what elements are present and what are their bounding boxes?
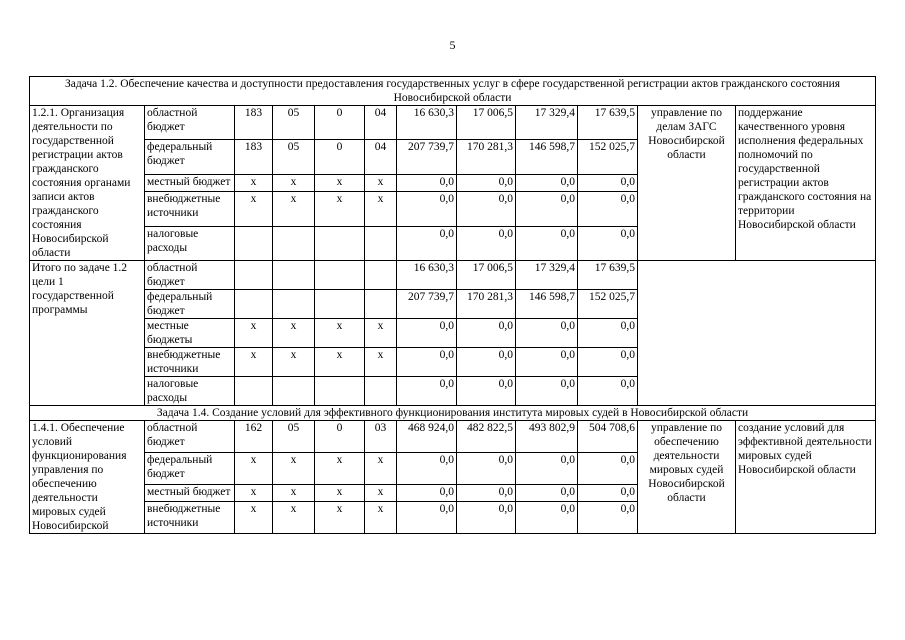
funding-source: местные бюджеты — [145, 319, 235, 348]
page-number: 5 — [449, 38, 456, 52]
amount-v4: 0,0 — [578, 348, 638, 377]
budget-code-c4 — [365, 261, 397, 290]
amount-v3: 0,0 — [516, 453, 578, 485]
budget-code-c3 — [315, 290, 365, 319]
amount-v4: 504 708,6 — [578, 421, 638, 453]
budget-code-c3: 0 — [315, 140, 365, 174]
activity-name: 1.2.1. Организация деятельности по государственной регистрации актов гражданского состояния органами записи актов гражданского состояния Новосибирской области — [30, 106, 145, 261]
budget-code-c3: x — [315, 192, 365, 226]
amount-v2: 0,0 — [457, 485, 516, 502]
funding-source: областной бюджет — [145, 261, 235, 290]
amount-v3: 146 598,7 — [516, 140, 578, 174]
amount-v4: 0,0 — [578, 377, 638, 406]
task-1-2-header: Задача 1.2. Обеспечение качества и доступности предоставления государственных услуг в сфере государственной регистрации актов гражданского состояния Новосибирской области — [30, 77, 876, 106]
funding-source: областной бюджет — [145, 421, 235, 453]
amount-v1: 0,0 — [397, 174, 457, 192]
budget-code-c2 — [273, 261, 315, 290]
budget-code-c1 — [235, 261, 273, 290]
budget-code-c2: x — [273, 174, 315, 192]
task-1-4-header-row — [30, 406, 876, 421]
amount-v1: 0,0 — [397, 319, 457, 348]
amount-v2: 0,0 — [457, 348, 516, 377]
activity-name: 1.4.1. Обеспечение условий функционирования управления по обеспечению деятельности мировых судей Новосибирской — [30, 421, 145, 534]
amount-v1: 468 924,0 — [397, 421, 457, 453]
budget-code-c3: 0 — [315, 421, 365, 453]
amount-v4: 152 025,7 — [578, 140, 638, 174]
budget-code-c1: x — [235, 485, 273, 502]
amount-v4: 0,0 — [578, 192, 638, 226]
amount-v1: 0,0 — [397, 501, 457, 533]
amount-v4: 152 025,7 — [578, 290, 638, 319]
budget-code-c2: 05 — [273, 140, 315, 174]
budget-code-c4 — [365, 226, 397, 260]
budget-code-c1 — [235, 290, 273, 319]
budget-code-c2 — [273, 290, 315, 319]
budget-code-c1: 183 — [235, 106, 273, 140]
funding-source: налоговые расходы — [145, 377, 235, 406]
amount-v2: 0,0 — [457, 226, 516, 260]
table-row — [30, 106, 876, 140]
amount-v4: 0,0 — [578, 319, 638, 348]
budget-code-c4 — [365, 377, 397, 406]
amount-v1: 0,0 — [397, 485, 457, 502]
funding-source: федеральный бюджет — [145, 290, 235, 319]
amount-v4: 17 639,5 — [578, 106, 638, 140]
budget-code-c4: 04 — [365, 140, 397, 174]
budget-code-c1 — [235, 377, 273, 406]
budget-code-c1: x — [235, 192, 273, 226]
funding-source: налоговые расходы — [145, 226, 235, 260]
amount-v2: 170 281,3 — [457, 290, 516, 319]
budget-code-c3: x — [315, 174, 365, 192]
budget-code-c1: 162 — [235, 421, 273, 453]
expected-result: поддержание качественного уровня исполнения федеральных полномочий по государственной регистрации актов гражданского состояния на территории Новосибирской области — [736, 106, 876, 261]
amount-v3: 0,0 — [516, 485, 578, 502]
funding-source: местный бюджет — [145, 174, 235, 192]
budget-code-c1: x — [235, 348, 273, 377]
funding-source: внебюджетные источники — [145, 192, 235, 226]
budget-code-c2: x — [273, 453, 315, 485]
amount-v4: 0,0 — [578, 226, 638, 260]
budget-code-c2: x — [273, 192, 315, 226]
table-body — [30, 77, 876, 534]
empty-cell — [638, 261, 876, 406]
funding-source: внебюджетные источники — [145, 501, 235, 533]
amount-v3: 0,0 — [516, 226, 578, 260]
amount-v3: 0,0 — [516, 192, 578, 226]
amount-v3: 146 598,7 — [516, 290, 578, 319]
amount-v2: 0,0 — [457, 192, 516, 226]
amount-v1: 0,0 — [397, 377, 457, 406]
amount-v1: 16 630,3 — [397, 261, 457, 290]
task-1-4-header: Задача 1.4. Создание условий для эффективного функционирования института мировых судей в Новосибирской области — [30, 406, 876, 421]
responsible-executor: управление по обеспечению деятельности мировых судей Новосибирской области — [638, 421, 736, 534]
budget-code-c4: x — [365, 192, 397, 226]
budget-code-c4: x — [365, 174, 397, 192]
budget-code-c4: 03 — [365, 421, 397, 453]
budget-code-c2: 05 — [273, 106, 315, 140]
budget-code-c1 — [235, 226, 273, 260]
amount-v2: 17 006,5 — [457, 261, 516, 290]
budget-code-c1: x — [235, 453, 273, 485]
budget-code-c4: x — [365, 348, 397, 377]
amount-v2: 0,0 — [457, 501, 516, 533]
amount-v4: 0,0 — [578, 501, 638, 533]
budget-code-c3 — [315, 377, 365, 406]
budget-code-c4 — [365, 290, 397, 319]
budget-code-c2: x — [273, 319, 315, 348]
budget-code-c2: 05 — [273, 421, 315, 453]
amount-v3: 17 329,4 — [516, 106, 578, 140]
amount-v3: 0,0 — [516, 377, 578, 406]
budget-code-c4: 04 — [365, 106, 397, 140]
amount-v3: 0,0 — [516, 501, 578, 533]
budget-code-c4: x — [365, 319, 397, 348]
amount-v2: 0,0 — [457, 319, 516, 348]
program-activities-table — [29, 76, 876, 534]
amount-v1: 0,0 — [397, 192, 457, 226]
amount-v3: 493 802,9 — [516, 421, 578, 453]
amount-v3: 0,0 — [516, 174, 578, 192]
responsible-executor: управление по делам ЗАГС Новосибирской области — [638, 106, 736, 261]
funding-source: федеральный бюджет — [145, 140, 235, 174]
amount-v4: 0,0 — [578, 453, 638, 485]
amount-v1: 0,0 — [397, 226, 457, 260]
budget-code-c2 — [273, 377, 315, 406]
expected-result: создание условий для эффективной деятельности мировых судей Новосибирской области — [736, 421, 876, 534]
amount-v4: 17 639,5 — [578, 261, 638, 290]
budget-code-c1: x — [235, 319, 273, 348]
amount-v1: 16 630,3 — [397, 106, 457, 140]
budget-code-c4: x — [365, 485, 397, 502]
amount-v2: 0,0 — [457, 174, 516, 192]
amount-v2: 0,0 — [457, 377, 516, 406]
amount-v1: 0,0 — [397, 348, 457, 377]
funding-source: внебюджетные источники — [145, 348, 235, 377]
budget-code-c2: x — [273, 348, 315, 377]
budget-code-c2: x — [273, 501, 315, 533]
amount-v4: 0,0 — [578, 485, 638, 502]
amount-v2: 170 281,3 — [457, 140, 516, 174]
funding-source: федеральный бюджет — [145, 453, 235, 485]
amount-v3: 0,0 — [516, 319, 578, 348]
budget-code-c1: 183 — [235, 140, 273, 174]
budget-code-c3 — [315, 261, 365, 290]
budget-code-c3: x — [315, 501, 365, 533]
budget-code-c2: x — [273, 485, 315, 502]
amount-v1: 207 739,7 — [397, 290, 457, 319]
budget-code-c2 — [273, 226, 315, 260]
budget-code-c3: x — [315, 485, 365, 502]
amount-v4: 0,0 — [578, 174, 638, 192]
budget-code-c3: x — [315, 348, 365, 377]
amount-v3: 17 329,4 — [516, 261, 578, 290]
total-name: Итого по задаче 1.2 цели 1 государственной программы — [30, 261, 145, 406]
budget-code-c1: x — [235, 501, 273, 533]
amount-v1: 207 739,7 — [397, 140, 457, 174]
budget-code-c3: 0 — [315, 106, 365, 140]
budget-code-c3: x — [315, 453, 365, 485]
table-row — [30, 421, 876, 453]
budget-code-c4: x — [365, 501, 397, 533]
task-1-2-header-row — [30, 77, 876, 106]
budget-code-c3 — [315, 226, 365, 260]
table-row — [30, 261, 876, 290]
funding-source: областной бюджет — [145, 106, 235, 140]
amount-v2: 17 006,5 — [457, 106, 516, 140]
amount-v3: 0,0 — [516, 348, 578, 377]
budget-code-c1: x — [235, 174, 273, 192]
amount-v2: 482 822,5 — [457, 421, 516, 453]
amount-v1: 0,0 — [397, 453, 457, 485]
amount-v2: 0,0 — [457, 453, 516, 485]
funding-source: местный бюджет — [145, 485, 235, 502]
budget-code-c3: x — [315, 319, 365, 348]
budget-code-c4: x — [365, 453, 397, 485]
